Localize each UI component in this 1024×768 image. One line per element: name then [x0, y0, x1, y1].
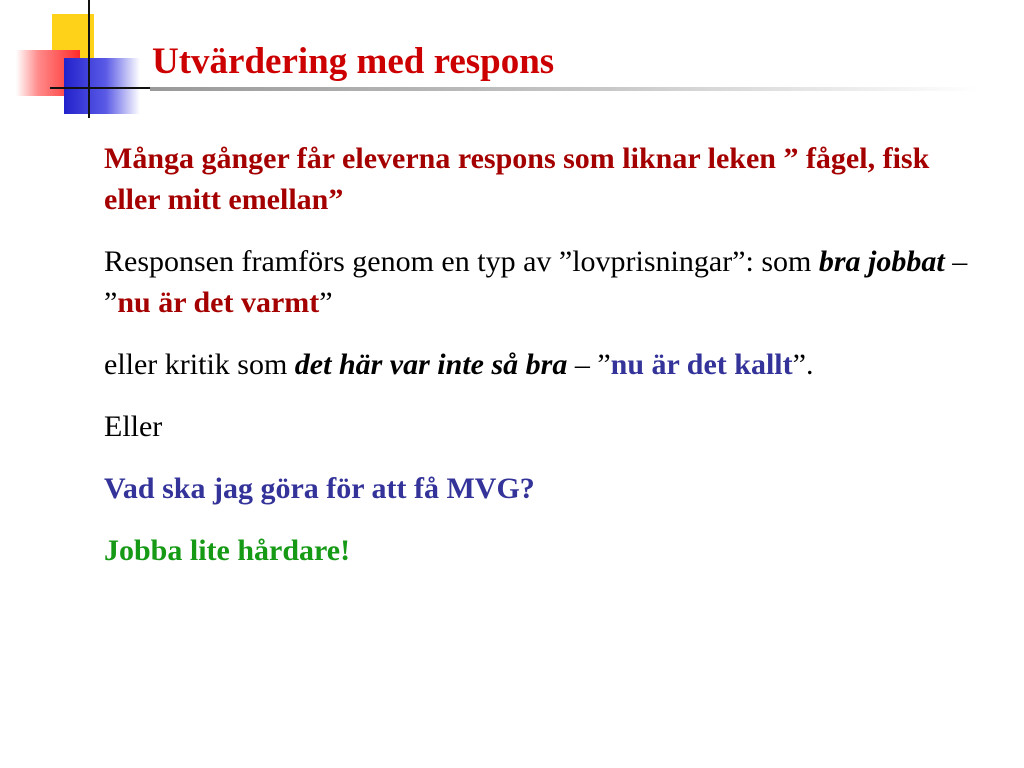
paragraph-answer: Jobba lite hårdare!	[104, 534, 351, 567]
critique-cold: nu är det kallt	[610, 348, 793, 381]
critique-close-quote: ”.	[792, 348, 814, 381]
praise-warm: nu är det varmt	[117, 286, 320, 319]
slide-title: Utvärdering med respons	[152, 41, 555, 82]
critique-example: det här var inte så bra	[294, 348, 568, 381]
paragraph-or: Eller	[104, 410, 163, 443]
praise-close-quote: ”	[319, 286, 333, 319]
logo-horizontal-line	[50, 87, 150, 89]
paragraph-intro: Många gånger får eleverna respons som liknar leken ” fågel, fisk eller mitt emellan”	[104, 142, 930, 216]
paragraph-question: Vad ska jag göra för att få MVG?	[104, 472, 535, 505]
paragraph-critique	[104, 344, 984, 385]
corner-logo-graphic	[0, 0, 150, 120]
critique-dash: – ”	[567, 348, 611, 381]
critique-text: eller kritik som	[104, 348, 295, 381]
title-underline-rule	[150, 87, 980, 91]
paragraph-praise	[104, 241, 984, 323]
praise-example: bra jobbat	[818, 245, 945, 278]
slide-body	[104, 138, 984, 592]
logo-vertical-line	[88, 0, 90, 118]
praise-dash: – ”	[104, 245, 968, 319]
praise-text: Responsen framförs genom en typ av ”lovprisningar”: som	[104, 245, 819, 278]
logo-blue-square	[64, 58, 140, 114]
